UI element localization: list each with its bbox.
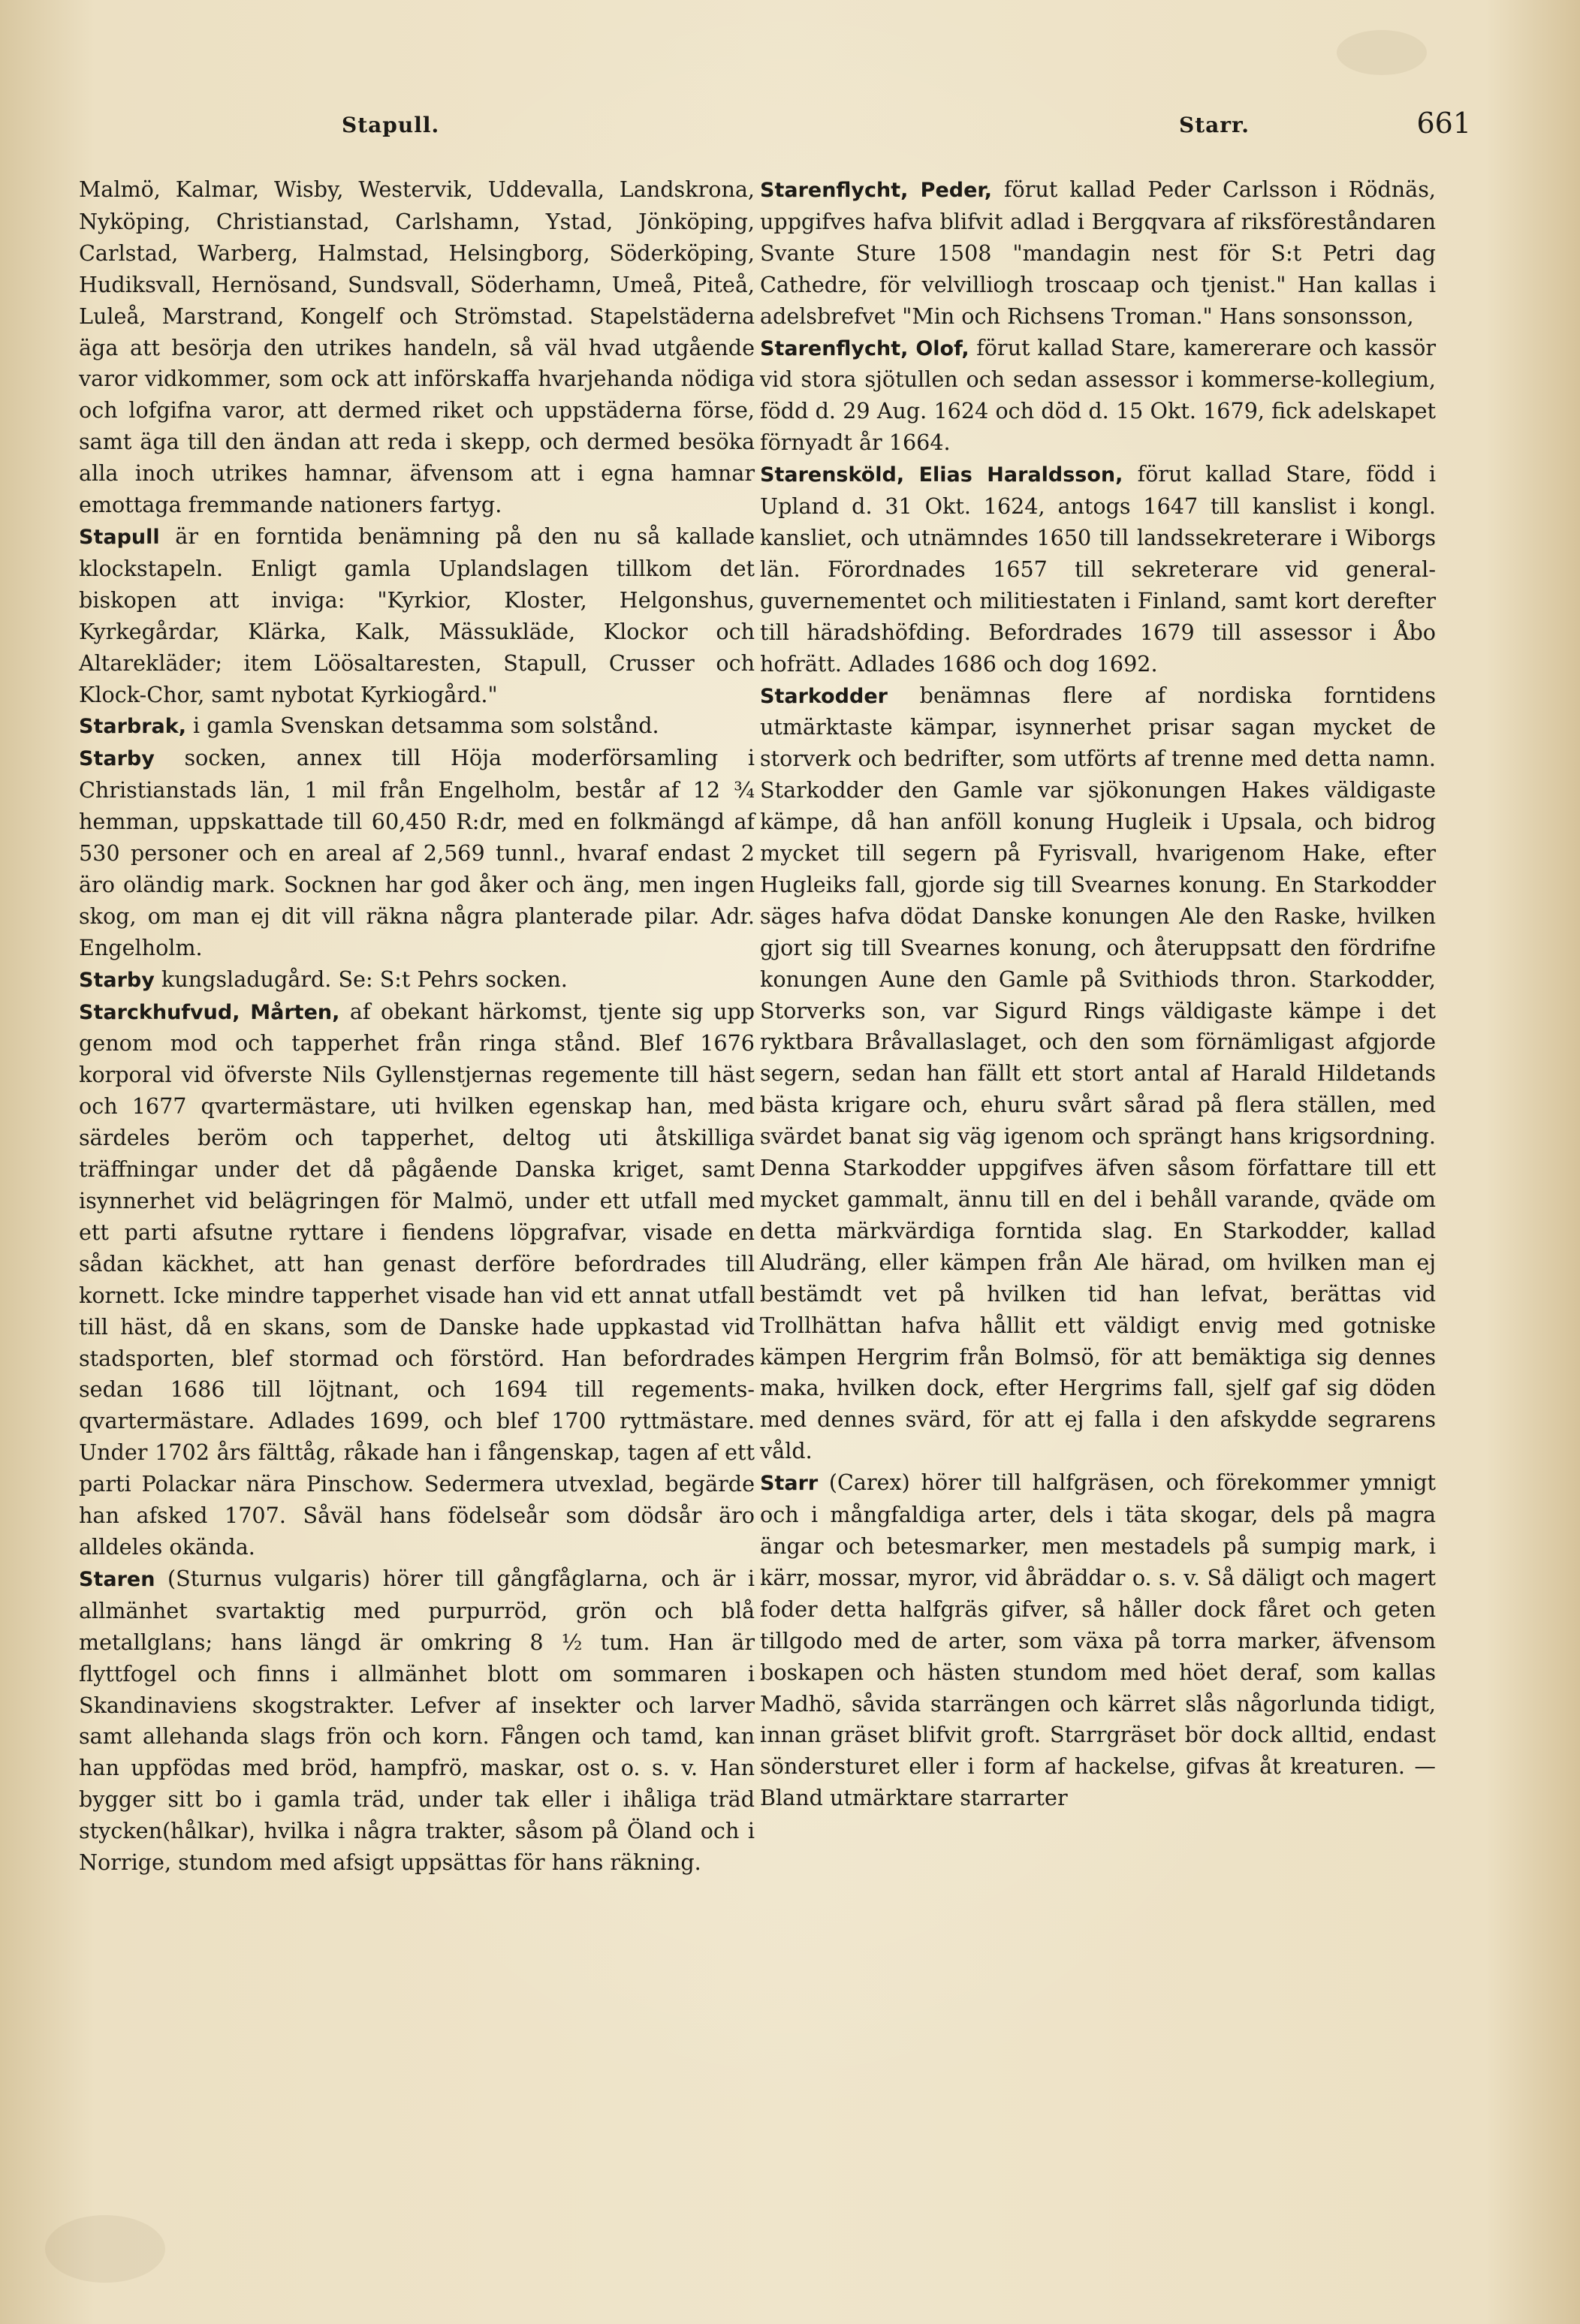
running-header [75,107,1471,150]
left-column [79,174,755,1879]
entry-headword: Starby [79,968,155,992]
entry-starckhufvud [79,996,755,1563]
entry-headword: Starbrak, [79,715,186,739]
entry-headword: Stapull [79,525,160,549]
entry-text: kungsladugård. Se: S:t Pehrs socken. [154,966,568,992]
entry-text: förut kallad Stare, född i Upland d. 31 Okt. 1624, antogs 1647 till kanslist i kongl. kansliet, och utnämndes 1650 till landssekreterare i Wiborgs län. Förordnades 1657 till sekreterare vid general-guvernementet och militiestaten i Finland, samt kort derefter till häradshöfding. Befordrades 1679 till assessor i Åbo hofrätt. Adlades 1686 och dog 1692. [760,461,1436,677]
entry-headword: Starenflycht, Olof, [760,336,969,360]
entry-text: (Sturnus vulgaris) hörer till gångfåglarna, och är i allmänhet svartaktig med purpurröd, grön och blå metallglans; hans längd är omkring 8 ½ tum. Han är flyttfogel och finns i allmänhet blott om sommaren i Skandinaviens skogstrakter. Lefver af insekter och larver samt allehanda slags frön och korn. Fången och tamd, kan han uppfödas med bröd, hampfrö, maskar, ost o. s. v. Han bygger sitt bo i gamla träd, under tak eller i ihåliga träd stycken(hålkar), hvilka i några trakter, såsom på Öland och i Norrige, stundom med afsigt uppsättas för hans räkning. [79,1565,755,1876]
entry-headword: Starkodder [760,684,888,708]
entry-headword: Starckhufvud, Mårten, [79,1000,340,1024]
entry-text: är en forntida benämning på den nu så kallade klockstapeln. Enligt gamla Uplandslagen tillkom det biskopen att inviga: "Kyrkior, Kloster, Helgonshus, Kyrkegårdar, Klärka, Kalk, Mässukläde, Klockor och Altarekläder; item Löösaltaresten, Stapull, Crusser och Klock-Chor, samt nybotat Kyrkiogård." [79,523,755,707]
entry-text: (Carex) hörer till halfgräsen, och förekommer ymnigt och i mångfaldiga arter, dels i täta skogar, dels på magra ängar och betesmarker, men mestadels på sumpig mark, i kärr, mossar, myror, vid åbräddar o. s. v. Så däligt och magert foder detta halfgräs gifver, så håller dock fåret och geten tillgodo med de arter, som växa på torra marker, äfvensom boskapen och hästen stundom med höet deraf, som kallas Madhö, såvida starrängen och kärret slås någorlunda tidigt, innan gräset blifvit groft. Starrgräset bör dock alltid, endast söndersturet eller i form af hackelse, gifvas åt kreaturen. — Bland utmärktare starrarter [760,1469,1436,1811]
entry-starby-kungsladugard [79,964,755,996]
entry-staren [79,1563,755,1879]
entry-starby-socken [79,743,755,963]
entry-starbrak [79,710,755,743]
entry-starenflycht-peder [760,174,1436,333]
entry-headword: Starr [760,1472,819,1496]
right-column [760,174,1436,1814]
entry-stapull [79,521,755,710]
left-running-head: Stapull. [342,113,440,137]
entry-headword: Starensköld, Elias Haraldsson, [760,463,1123,487]
entry-text: socken, annex till Höja moderförsamling i Christianstads län, 1 mil från Engelholm, består af 12 ¾ hemman, uppskattade till 60,450 R:dr, med en folkmängd af 530 personer och en areal af 2,569 tunnl., hvaraf endast 2 äro oländig mark. Socknen har god åker och äng, men ingen skog, om man ej dit vill räkna några planterade pilar. Adr. Engelholm. [79,745,755,960]
entry-headword: Staren [79,1567,155,1591]
entry-starenflycht-olof [760,333,1436,460]
entry-headword: Starenflycht, Peder, [760,179,993,202]
page-number: 661 [1416,107,1471,140]
entry-headword: Starby [79,747,155,771]
entry-starr [760,1467,1436,1814]
entry-text: i gamla Svenskan detsamma som solstånd. [185,713,659,739]
entry-starkodder [760,680,1436,1468]
entry-text: förut kallad Peder Carlsson i Rödnäs, uppgifves hafva blifvit adlad i Bergqvara af riksföreståndaren Svante Sture 1508 "mandagin nest för S:t Petri dag Cathedre, för velvilliogh troscaap och tjenist." Han kallas i adelsbrefvet "Min och Richsens Troman." Hans sonsonsson, [760,176,1436,329]
entry-text: förut kallad Stare, kamererare och kassör vid stora sjötullen och sedan assessor i kommerse-kollegium, född d. 29 Aug. 1624 och död d. 15 Okt. 1679, fick adelskapet förnyadt år 1664. [760,334,1436,456]
paper-stain [45,2215,165,2283]
entry-text: af obekant härkomst, tjente sig upp genom mod och tapperhet från ringa stånd. Blef 1676 korporal vid öfverste Nils Gyllenstjernas regemente till häst och 1677 qvartermästare, uti hvilken egenskap han, med särdeles beröm och tapperhet, deltog uti åtskilliga träffningar under det då pågående Danska kriget, samt isynnerhet vid belägringen för Malmö, under ett utfall med ett parti afsutne ryttare i fiendens löpgrafvar, visade en sådan käckhet, att han genast derföre befordrades till kornett. Icke mindre tapperhet visade han vid ett annat utfall till häst, då en skans, som de Danske hade uppkastad vid stadsporten, blef stormad och förstörd. Han befordrades sedan 1686 till löjtnant, och 1694 till regements-qvartermästare. Adlades 1699, och blef 1700 ryttmästare. Under 1702 års fälttåg, råkade han i fångenskap, tagen af ett parti Polackar nära Pinschow. Sedermera utvexlad, begärde han afsked 1707. Såväl hans födelseår som dödsår äro alldeles okända. [79,998,755,1560]
entry-text: Malmö, Kalmar, Wisby, Westervik, Uddevalla, Landskrona, Nyköping, Christianstad, Carlshamn, Ystad, Jönköping, Carlstad, Warberg, Halmstad, Helsingborg, Söderköping, Hudiksvall, Hernösand, Sundsvall, Söderhamn, Umeå, Piteå, Luleå, Marstrand, Kongelf och Strömstad. Stapelstäderna äga att besörja den utrikes handeln, så väl hvad utgående varor vidkommer, som ock att införskaffa hvarjehanda nödiga och lofgifna varor, att dermed riket och uppstäderna förse, samt äga till den ändan att reda i skepp, och dermed besöka alla inoch utrikes hamnar, äfvensom att i egna hamnar emottaga fremmande nationers fartyg. [79,176,755,518]
entry-text: benämnas flere af nordiska forntidens utmärktaste kämpar, isynnerhet prisar sagan mycket de storverk och bedrifter, som utförts af trenne med detta namn. Starkodder den Gamle var sjökonungen Hakes väldigaste kämpe, då han anföll konung Hugleik i Upsala, och bidrog mycket till segern på Fyrisvall, hvarigenom Hake, efter Hugleiks fall, gjorde sig till Svearnes konung. En Starkodder säges hafva dödat Danske konungen Ale den Raske, hvilken gjort sig till Svearnes konung, och återuppsatt den fördrifne konungen Aune den Gamle på Svithiods thron. Starkodder, Storverks son, var Sigurd Rings väldigaste kämpe i det ryktbara Bråvallaslaget, och den som förnämligast afgjorde segern, sedan han fällt ett stort antal af Harald Hildetands bästa krigare och, ehuru svårt sårad på flera ställen, med svärdet banat sig väg igenom och sprängt hans krigsordning. Denna Starkodder uppgifves äfven såsom författare till ett mycket gammalt, ännu till en del i behåll varande, qväde om detta märkvärdiga forntida slag. En Starkodder, kallad Aludräng, eller kämpen från Ale härad, om hvilken man ej bestämdt vet på hvilken tid han lefvat, berättas vid Trollhättan hafva hållit ett väldigt envig med gotniske kämpen Hergrim från Bolmsö, för att bemäktiga sig dennes maka, hvilken dock, efter Hergrims fall, sjelf gaf sig döden med dennes svärd, för att ej falla i den afskydde segrarens våld. [760,682,1436,1464]
paper-stain [1337,30,1427,75]
entry-stapelstader [79,174,755,521]
right-running-head: Starr. [1179,113,1250,137]
entry-starenskold [760,459,1436,680]
